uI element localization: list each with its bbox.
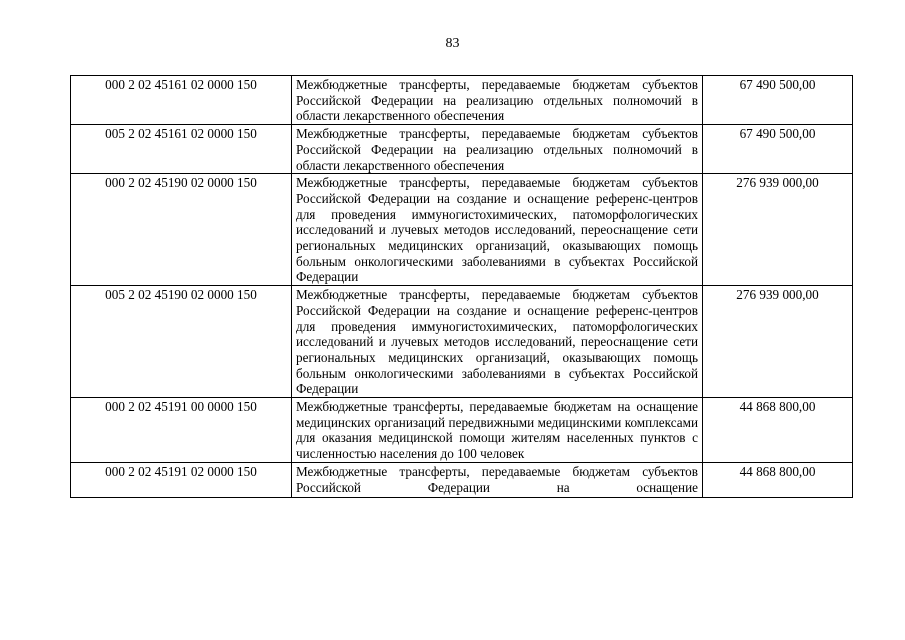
amount: 67 490 500,00 [703, 76, 853, 125]
description: Межбюджетные трансферты, передаваемые бюджетам на оснащение медицинских организаций передвижными медицинскими комплексами для оказания медицинской помощи жителям населенных пунктов с численностью населения до 100 человек [292, 398, 703, 463]
table-row [71, 462, 853, 497]
amount: 44 868 800,00 [703, 462, 853, 497]
amount: 67 490 500,00 [703, 125, 853, 174]
amount: 276 939 000,00 [703, 286, 853, 398]
budget-table [70, 75, 853, 498]
table-row [71, 174, 853, 286]
description: Межбюджетные трансферты, передаваемые бюджетам субъектов Российской Федерации на реализацию отдельных полномочий в области лекарственного обеспечения [292, 125, 703, 174]
budget-code: 000 2 02 45191 02 0000 150 [71, 462, 292, 497]
table-row [71, 76, 853, 125]
page-number: 83 [445, 36, 460, 51]
description: Межбюджетные трансферты, передаваемые бюджетам субъектов Российской Федерации на оснащение [292, 462, 703, 497]
description: Межбюджетные трансферты, передаваемые бюджетам субъектов Российской Федерации на создание и оснащение референс-центров для проведения иммуногистохимических, патоморфологических исследований и лучевых методов исследований, переоснащение сети региональных медицинских организаций, оказывающих помощь больным онкологическими заболеваниями в субъектах Российской Федерации [292, 286, 703, 398]
table-row [71, 398, 853, 463]
table-row [71, 286, 853, 398]
budget-code: 000 2 02 45191 00 0000 150 [71, 398, 292, 463]
amount: 44 868 800,00 [703, 398, 853, 463]
budget-code: 005 2 02 45190 02 0000 150 [71, 286, 292, 398]
table-row [71, 125, 853, 174]
description: Межбюджетные трансферты, передаваемые бюджетам субъектов Российской Федерации на реализацию отдельных полномочий в области лекарственного обеспечения [292, 76, 703, 125]
budget-code: 000 2 02 45161 02 0000 150 [71, 76, 292, 125]
amount: 276 939 000,00 [703, 174, 853, 286]
budget-code: 005 2 02 45161 02 0000 150 [71, 125, 292, 174]
description: Межбюджетные трансферты, передаваемые бюджетам субъектов Российской Федерации на создание и оснащение референс-центров для проведения иммуногистохимических, патоморфологических исследований и лучевых методов исследований, переоснащение сети региональных медицинских организаций, оказывающих помощь больным онкологическими заболеваниями в субъектах Российской Федерации [292, 174, 703, 286]
budget-code: 000 2 02 45190 02 0000 150 [71, 174, 292, 286]
